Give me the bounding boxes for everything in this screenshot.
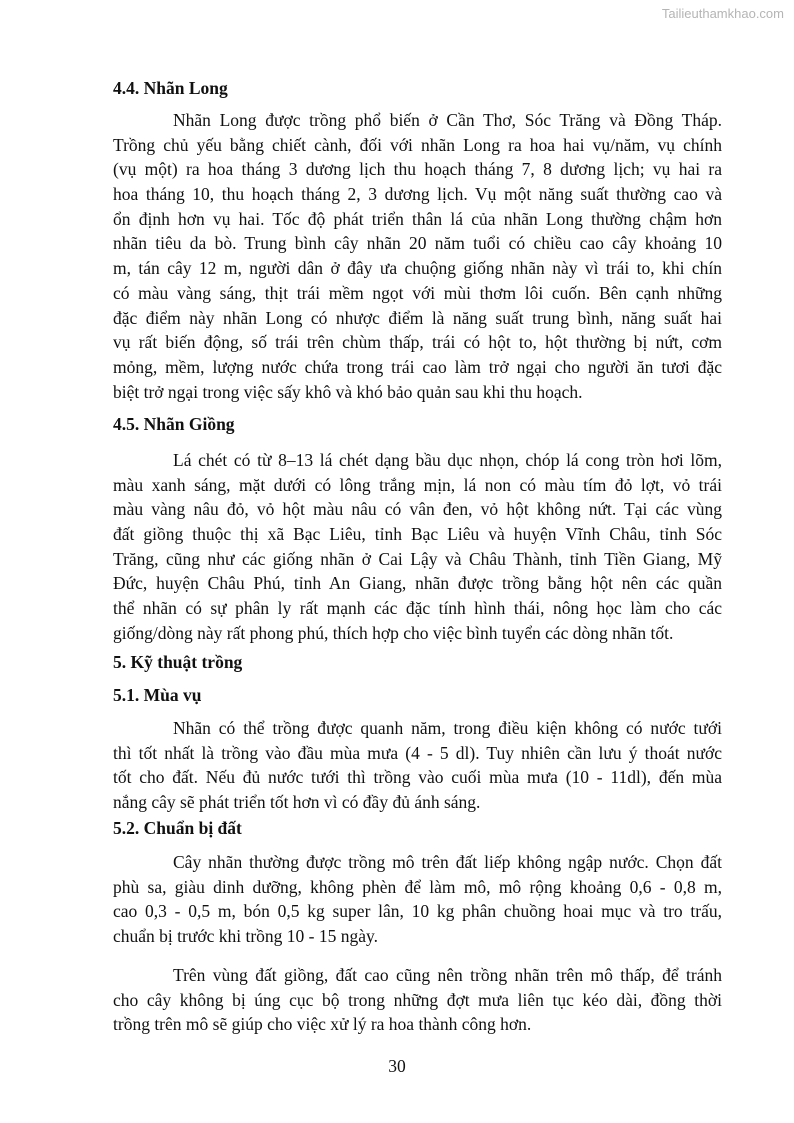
text-line: trồng trên mô sẽ giúp cho việc xử lý ra hoa thành công hơn. (113, 1014, 532, 1035)
text-line: Trên vùng đất giồng, đất cao cũng nên trồng nhãn trên mô thấp, để tránh (173, 965, 722, 985)
text-line: (vụ một) ra hoa tháng 3 dương lịch thu hoạch tháng 7, 8 dương lịch; vụ hai ra (113, 159, 722, 180)
text-line: tốt cho đất. Nếu đủ nước tưới thì trồng vào cuối mùa mưa (10 - 11dl), đến mùa (113, 767, 722, 788)
section-heading: 5.1. Mùa vụ (113, 685, 202, 705)
text-line: có màu vàng sáng, thịt trái mềm ngọt với mùi thơm lôi cuốn. Bên cạnh những (113, 282, 722, 303)
text-line: chuẩn bị trước khi trồng 10 - 15 ngày. (113, 926, 378, 947)
text-line: giống/dòng này rất phong phú, thích hợp cho việc bình tuyển các dòng nhãn tốt. (113, 622, 674, 643)
text-line: phù sa, giàu dinh dưỡng, không phèn để làm mô, mô rộng khoảng 0,6 - 0,8 m, (113, 876, 722, 897)
text-line: Cây nhãn thường được trồng mô trên đất liếp không ngập nước. Chọn đất (173, 852, 722, 872)
paragraph (113, 448, 722, 646)
section-heading: 5. Kỹ thuật trồng (113, 652, 243, 672)
text-line: nắng cây sẽ phát triển tốt hơn vì có đầy đủ ánh sáng. (113, 792, 481, 813)
section-heading: 4.5. Nhãn Giồng (113, 414, 235, 434)
text-line: Đức, huyện Châu Phú, tỉnh An Giang, nhãn được trồng bằng hột nên các quần (113, 573, 722, 594)
text-line: thể nhãn có sự phân ly rất mạnh các đặc tính hình thái, nông học làm cho các (113, 598, 722, 619)
paragraph (113, 108, 722, 404)
text-line: Trăng, cũng như các giống nhãn ở Cai Lậy và Châu Thành, tỉnh Tiền Giang, Mỹ (113, 548, 722, 569)
section-heading: 5.2. Chuẩn bị đất (113, 818, 242, 838)
text-line: màu vàng nâu đỏ, vỏ hột màu nâu có vân đen, vỏ hột không nứt. Tại các vùng (113, 499, 722, 520)
text-line: thì tốt nhất là trồng vào đầu mùa mưa (4 - 5 dl). Tuy nhiên cần lưu ý thoát nước (113, 742, 722, 763)
text-line: cho cây không bị úng cục bộ trong những đợt mưa liên tục kéo dài, đồng thời (113, 989, 722, 1010)
paragraph (113, 963, 722, 1037)
text-line: Trồng chủ yếu bằng chiết cành, đối với nhãn Long ra hoa hai vụ/năm, vụ chính (113, 134, 722, 155)
watermark: Tailieuthamkhao.com (661, 6, 784, 21)
paragraph (113, 716, 722, 815)
text-line: biệt trở ngại trong việc sấy khô và khó bảo quản sau khi thu hoạch. (113, 381, 583, 402)
text-line: Nhãn Long được trồng phổ biến ở Cần Thơ, Sóc Trăng và Đồng Tháp. (173, 110, 722, 130)
section-heading: 4.4. Nhãn Long (113, 78, 228, 98)
text-line: m, tán cây 12 m, người dân ở đây ưa chuộng giống nhãn này vì trái to, khi chín (113, 258, 722, 279)
text-line: nhãn tiêu da bò. Trung bình cây nhãn 20 năm tuổi có chiều cao cây khoảng 10 (113, 233, 722, 254)
text-line: hoa tháng 10, thu hoạch tháng 2, 3 dương lịch. Vụ một năng suất thường cao và (113, 184, 722, 205)
text-line: vụ rất biến động, số trái trên chùm thấp, trái có hột to, hột thường bị nứt, cơm (113, 332, 722, 353)
text-line: ổn định hơn vụ hai. Tốc độ phát triển thân lá của nhãn Long thường chậm hơn (113, 208, 722, 229)
text-line: đất giồng thuộc thị xã Bạc Liêu, tỉnh Bạc Liêu và huyện Vĩnh Châu, tỉnh Sóc (113, 524, 722, 545)
text-line: mỏng, mềm, lượng nước chứa trong trái cao làm trở ngại cho người ăn tươi đặc (113, 356, 722, 377)
text-line: màu xanh sáng, mặt dưới có lông trắng mịn, lá non có màu tím đỏ lợt, vỏ trái (113, 474, 722, 495)
text-line: Nhãn có thể trồng được quanh năm, trong điều kiện không có nước tưới (173, 718, 722, 738)
text-line: đặc điểm này nhãn Long có nhược điểm là năng suất trung bình, năng suất hai (113, 307, 722, 328)
text-line: cao 0,3 - 0,5 m, bón 0,5 kg super lân, 10 kg phân chuồng hoai mục và tro trấu, (113, 901, 722, 922)
page-number: 30 (388, 1056, 406, 1076)
text-line: Lá chét có từ 8–13 lá chét dạng bầu dục nhọn, chóp lá cong tròn hơi lõm, (173, 450, 722, 470)
paragraph (113, 850, 722, 949)
